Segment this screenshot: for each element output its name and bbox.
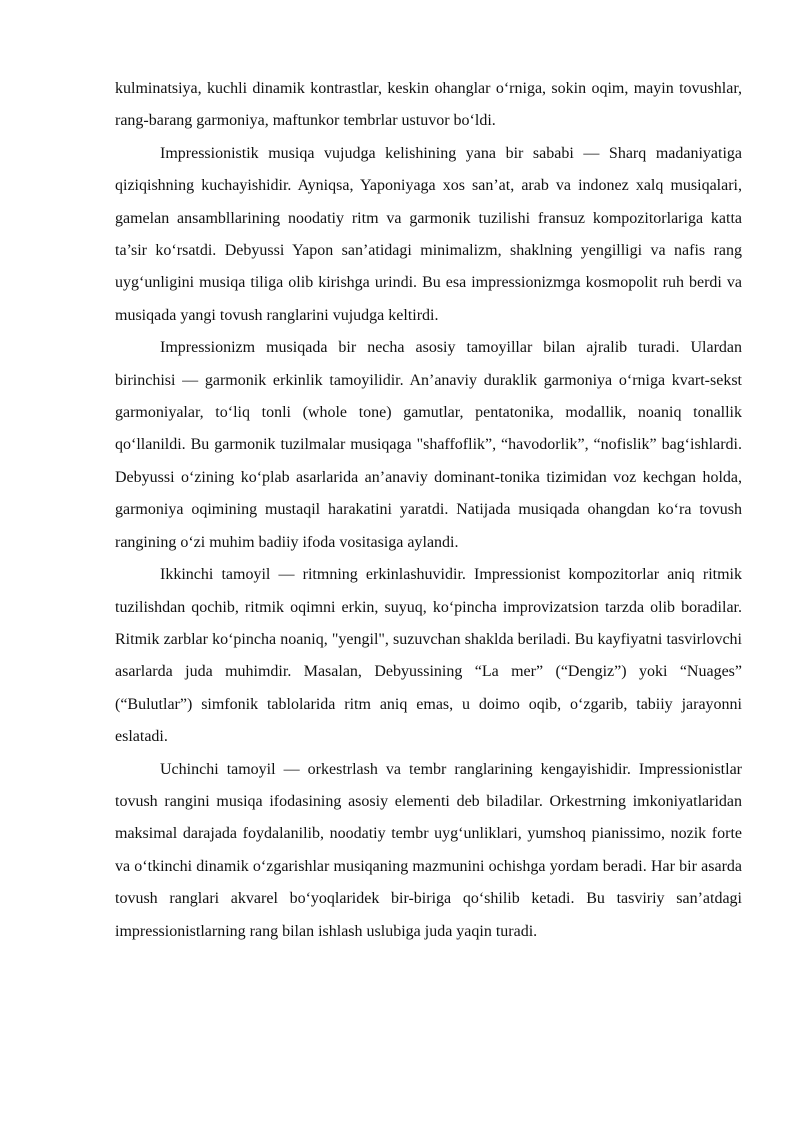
paragraph-harmonic-freedom: Impressionizm musiqada bir necha asosiy tamoyillar bilan ajralib turadi. Ulardan birinchisi — garmonik erkinlik tamoyilidir. An’anaviy duraklik garmoniya o‘rniga kvart-sekst garmoniyalar, to‘liq tonli (whole tone) gamutlar, pentatonika, modallik, noaniq tonallik qo‘llanildi. Bu garmonik tuzilmalar musiqaga "shaffoflik”, “havodorlik”, “nofislik” bag‘ishlardi. Debyussi o‘zining ko‘plab asarlarida an’anaviy dominant-tonika tizimidan voz kechgan holda, garmoniya oqimining mustaqil harakatini yaratdi. Natijada musiqada ohangdan ko‘ra tovush rangining o‘zi muhim badiiy ifoda vositasiga aylandi. xyxy=(115,339,742,551)
document-page xyxy=(115,73,742,948)
paragraph-eastern-influence: Impressionistik musiqa vujudga kelishining yana bir sababi — Sharq madaniyatiga qiziqishning kuchayishidir. Ayniqsa, Yaponiyaga xos san’at, arab va indonez xalq musiqalari, gamelan ansambllarining noodatiy ritm va garmonik tuzilishi fransuz kompozitorlariga katta ta’sir ko‘rsatdi. Debyussi Yapon san’atidagi minimalizm, shaklning yengilligi va nafis rang uyg‘unligini musiqa tiliga olib kirishga urindi. Bu esa impressionizmga kosmopolit ruh berdi va musiqada yangi tovush ranglarini vujudga keltirdi. xyxy=(115,144,742,324)
paragraph-orchestration: Uchinchi tamoyil — orkestrlash va tembr ranglarining kengayishidir. Impressionistlar tovush rangini musiqa ifodasining asosiy elementi deb biladilar. Orkestrning imkoniyatlaridan maksimal darajada foydalanilib, noodatiy tembr uyg‘unliklari, yumshoq pianissimo, nozik forte va o‘tkinchi dinamik o‘zgarishlar musiqaning mazmunini ochishga yordam beradi. Har bir asarda tovush ranglari akvarel bo‘yoqlaridek bir-biriga qo‘shilib ketadi. Bu tasviriy san’atdagi impressionistlarning rang bilan ishlash uslubiga juda yaqin turadi. xyxy=(115,760,742,940)
paragraph-continuation: kulminatsiya, kuchli dinamik kontrastlar, keskin ohanglar o‘rniga, sokin oqim, mayin tovushlar, rang-barang garmoniya, maftunkor tembrlar ustuvor bo‘ldi. xyxy=(115,80,742,130)
paragraph-rhythm-freedom: Ikkinchi tamoyil — ritmning erkinlashuvidir. Impressionist kompozitorlar aniq ritmik tuzilishdan qochib, ritmik oqimni erkin, suyuq, ko‘pincha improvizatsion tarzda olib boradilar. Ritmik zarblar ko‘pincha noaniq, "yengil", suzuvchan shaklda beriladi. Bu kayfiyatni tasvirlovchi asarlarda juda muhimdir. Masalan, Debyussining “La mer” (“Dengiz”) yoki “Nuages” (“Bulutlar”) simfonik tablolarida ritm aniq emas, u doimo oqib, o‘zgarib, tabiiy jarayonni eslatadi. xyxy=(115,566,742,746)
